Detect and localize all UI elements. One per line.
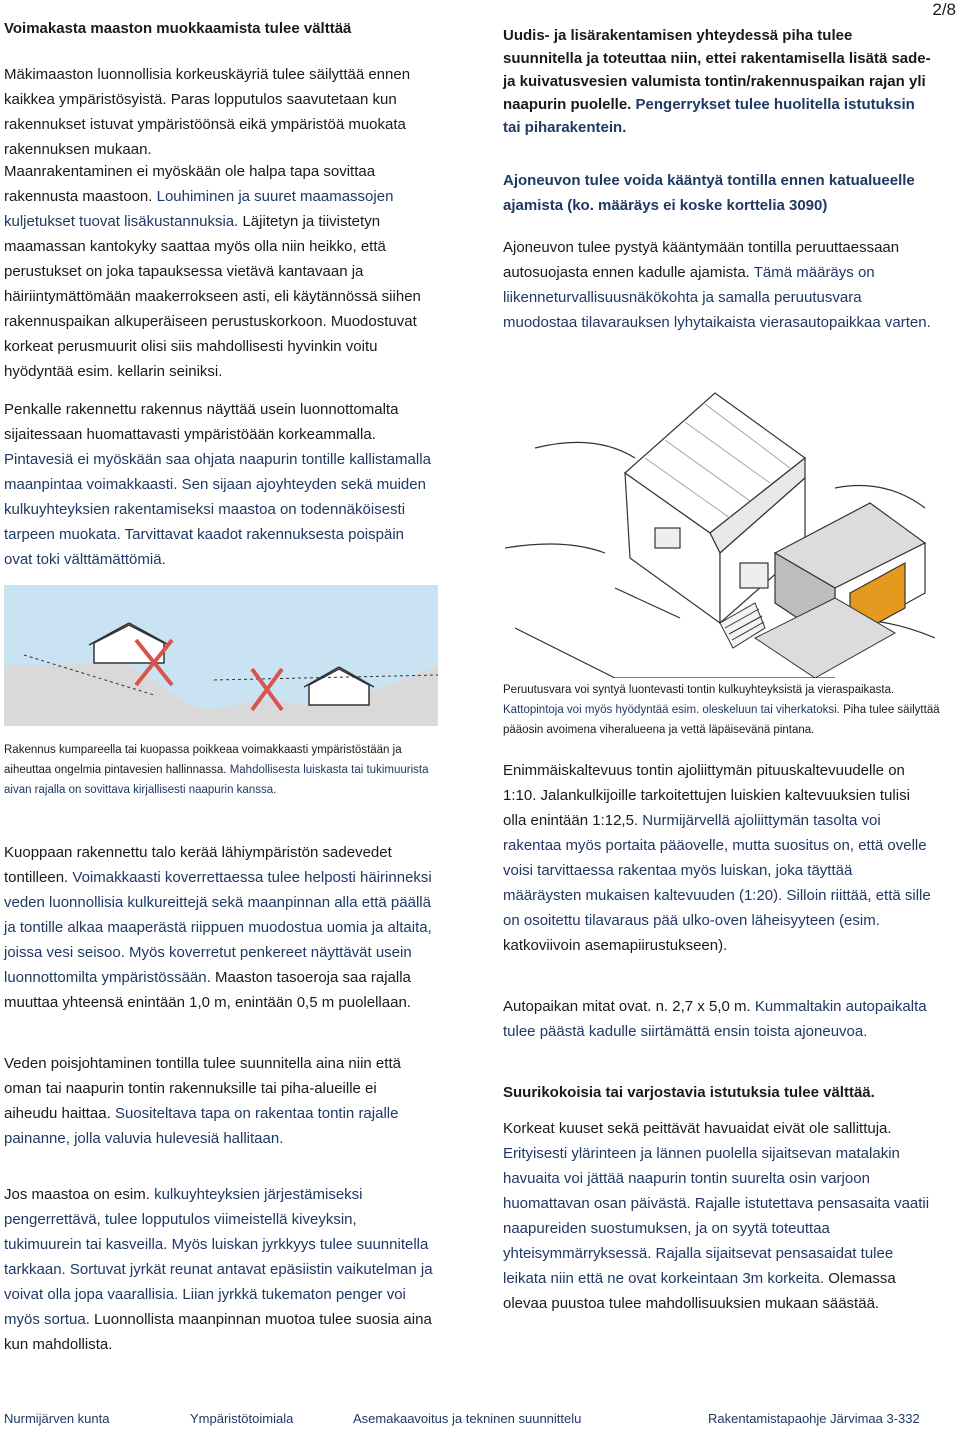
footer-document-title: Rakentamistapaohje Järvimaa 3-332: [708, 1411, 920, 1426]
text-rp1b: Tämä määräys on liikenneturvallisuusnäkökohta ja samalla peruutusvara muodostaa tilavarauksen lyhytaikaista vierasautopaikkaa varten.: [503, 264, 931, 331]
terrain-illustration: [4, 585, 438, 726]
page-number: 2/8: [932, 0, 956, 19]
text-b2: Ajoneuvon tulee voida kääntyä tontilla ennen katualueelle ajamista (ko.: [503, 172, 915, 214]
regulation-vehicle-turning: [503, 168, 943, 218]
text-p4a: Kuoppaan rakennettu talo kerää lähiympäristön sadevedet tontilleen.: [4, 844, 392, 886]
text-p6c: Luonnollista maanpinnan muotoa tulee suosia aina kun mahdollista.: [4, 1311, 432, 1353]
text-rp2c: Nurmijärvellä ajoliittymän tasolta voi rakentaa myös portaita pääovelle, mutta suositus on, että ovelle voisi tarvittaessa rakentaa myös luiskan, joka täyttää määräysten mukaisen kaltevuuden (1:20).: [503, 812, 927, 904]
text-p3c: Sen sijaan ajoyhteyden sekä muiden kulkuyhteyksien rakentamiseksi maastoa on todennäköisesti tarpeen muokata.: [4, 476, 426, 543]
text-p2b: Louhiminen ja suuret maamassojen kuljetukset tuovat lisäkustannuksia.: [4, 188, 394, 230]
text-rp3a: Autopaikan mitat ovat. n. 2,7 x 5,0 m.: [503, 998, 751, 1015]
paragraph-water-drainage: [4, 1051, 434, 1151]
regulation-stormwater: [503, 24, 933, 139]
text-p1: Mäkimaaston luonnollisia korkeuskäyriä tulee säilyttää ennen kaikkea ympäristösyistä. Paras lopputulos saavutetaan kun rakennukset istuvat ympäristöönsä eikä ympäristöä muokata rakennuksen mukaan.: [4, 66, 411, 158]
regulation-plantings: Suurikokoisia tai varjostavia istutuksia tulee välttää.: [503, 1084, 875, 1101]
text-rp4c: Rajalle istutettava pensasaita vaatii naapureiden suostumuksen, ja on syytä toteuttaa yhteisymmärryksessä.: [503, 1195, 930, 1262]
text-rp4e: Olemassa olevaa puustoa tulee mahdollisuuksien mukaan säästää.: [503, 1270, 896, 1312]
caption-terrain-illustration: [4, 740, 444, 800]
paragraph-terrain-2: [4, 159, 434, 384]
window: [740, 563, 768, 588]
text-rp2a: Enimmäiskaltevuus tontin ajoliittymän pituuskaltevuudelle on 1:10.: [503, 762, 905, 804]
text-b1: Uudis- ja lisärakentamisen yhteydessä piha tulee suunnitella ja toteuttaa niin, ettei rakentamisella lisätä sade- ja kuivatusvesien valumista tontin/rakennuspaikan rajan yli naapurin puolelle.: [503, 27, 931, 113]
paragraph-plantings: [503, 1116, 933, 1316]
text-p3b: Pintavesiä ei myöskään saa ohjata naapurin tontille kallistamalla maanpintaa voimakkaasti.: [4, 451, 431, 493]
text-b1b: Pengerrykset tulee huolitella istutuksin tai piharakentein.: [503, 96, 915, 136]
text-p6a: Jos maastoa on esim.: [4, 1186, 150, 1203]
text-b2b: määräys ei koske korttelia 3090): [598, 197, 828, 214]
text-rp3b: Kummaltakin autopaikalta tulee päästä kadulle siirtämättä ensin toista ajoneuvoa.: [503, 998, 927, 1040]
text-p3d: Tarvittavat kaadot rakennuksesta poispäin ovat toki välttämättömiä.: [4, 526, 404, 568]
text-p5a: Veden poisjohtaminen tontilla tulee suunnitella aina niin että oman tai naapurin tontin rakennuksille tai piha-alueille ei aiheudu haittaa.: [4, 1055, 401, 1122]
text-p4b: Voimakkaasti koverrettaessa tulee helposti häirinneksi veden luonnollisia kulkureittejä sekä maanpinnan alla että päällä ja tontille alkaa maaperästä riippuen muodostua uomia ja altaita, joissa vesi seisoo. Myös koverretut penkereet näyttävät usein luonnottomilta ympäristössään.: [4, 869, 432, 986]
text-rp2b: Jalankulkijoille tarkoitettujen luiskien kaltevuuksien tulisi olla enintään 1:12,5.: [503, 787, 910, 829]
text-p3a: Penkalle rakennettu rakennus näyttää usein luonnottomalta sijaitessaan huomattavasti ympäristöään korkeammalla.: [4, 401, 399, 443]
paragraph-parking: [503, 994, 933, 1044]
text-p2c: Läjitetyn ja tiivistetyn maamassan kantokyky saattaa myös olla niin heikko, että perustukset on joka tapauksessa vietävä kantavaan ja häiriintymättömään maakerrokseen asti, eli käytännössä siihen rakennuspaikan alkuperäiseen perustuskorkoon. Muodostuvat korkeat perusmuurit olisi siis mahdollisesti hyvinkin voitu hyödyntää esim. kellarin seiniksi.: [4, 213, 421, 380]
paragraph-terrain-1: [4, 62, 424, 162]
caption2a: Peruutusvara voi syntyä luontevasti tontin kulkuyhteyksistä ja vieraspaikasta.: [503, 684, 895, 696]
text-p5b: Suositeltava tapa on rakentaa tontin rajalle painanne, jolla valuvia hulevesiä hallitaan.: [4, 1105, 399, 1147]
caption2c: Piha tulee säilyttää pääosin avoimena viheralueena ja vettä läpäisevänä pintana.: [503, 704, 940, 736]
text-rp2e: katkoviivoin asemapiirustukseen).: [503, 937, 728, 954]
text-p2a: Maanrakentaminen ei myöskään ole halpa tapa sovittaa rakennusta maastoon.: [4, 163, 376, 205]
caption-house-illustration: [503, 680, 958, 740]
section-heading-terrain: Voimakasta maaston muokkaamista tulee välttää: [4, 20, 352, 37]
text-rp2d: Silloin riittää, että sille on osoitettu tilavaraus pää ulko-oven läheisyyteen (esim.: [503, 887, 931, 929]
house-axonometric-illustration: [505, 378, 955, 678]
window: [655, 528, 680, 548]
text-rp4d: Rajalla sijaitsevat pensasaidat tulee leikata niin että ne ovat korkeintaan 3m korkeita.: [503, 1245, 894, 1287]
footer-municipality: Nurmijärven kunta: [4, 1411, 110, 1426]
paragraph-embankments: [4, 1182, 434, 1357]
caption1b: Mahdollisesta luiskasta tai tukimuurista aivan rajalla on sovittava kirjallisesti naapurin kanssa.: [4, 764, 429, 796]
footer-department: Ympäristötoimiala: [190, 1411, 294, 1426]
paragraph-vehicle-turning: [503, 235, 933, 335]
caption2b: Kattopintoja voi myös hyödyntää esim. oleskeluun tai viherkatoksi.: [503, 704, 840, 716]
paragraph-slope: [503, 758, 933, 958]
paragraph-pit-house: [4, 840, 434, 1015]
text-rp1a: Ajoneuvon tulee pystyä kääntymään tontilla peruuttaessaan autosuojasta ennen kadulle ajamista.: [503, 239, 900, 281]
text-rp4b: Erityisesti ylärinteen ja lännen puolella sijaitsevan matalakin havuaita voi jättää naapurin tontin suurelta osin varjoon huomattavan osan päivästä.: [503, 1145, 900, 1212]
caption1a: Rakennus kumpareella tai kuopassa poikkeaa voimakkaasti ympäristöstään ja aiheuttaa ongelmia pintavesien hallinnassa.: [4, 744, 402, 776]
text-rp4a: Korkeat kuuset sekä peittävät havuaidat eivät ole sallittuja.: [503, 1120, 892, 1137]
text-p4c: Maaston tasoeroja saa rajalla muuttaa yhteensä enintään 1,0 m, enintään 0,5 m puolellaan.: [4, 969, 411, 1011]
paragraph-terrain-3: [4, 397, 434, 572]
text-p6b: kulkuyhteyksien järjestämiseksi pengerrettävä, tulee lopputulos viimeistellä kiveyksin, tukimuurein tai kasveilla. Myös luiskan jyrkkyys tulee suunnitella tarkkaan. Sortuvat jyrkät reunat antavat epäsiistin vaikutelman ja voivat olla jopa vaarallisia. Liian jyrkkä tukematon penger voi myös sortua.: [4, 1186, 433, 1328]
footer-unit: Asemakaavoitus ja tekninen suunnittelu: [353, 1411, 582, 1426]
